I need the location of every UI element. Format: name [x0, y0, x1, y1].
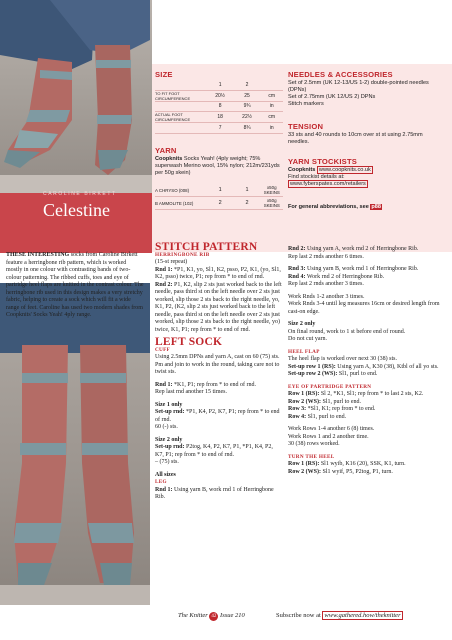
cuff-subheading: CUFF	[155, 346, 171, 353]
size-row: ACTUAL FOOT CIRCUMFERENCE 18 22½ cm	[155, 112, 283, 123]
abbreviations-note: For general abbreviations, see p88	[288, 204, 382, 210]
size-heading: SIZE	[155, 70, 173, 79]
yarn-heading: YARN	[155, 146, 177, 155]
eye-of-partridge-subheading: EYE OF PARTRIDGE PATTERN	[288, 383, 372, 390]
needles-list: Set of 2.5mm (UK 12-13/US 1-2) double-pointed needles (DPNs) Set of 2.75mm (UK 12/US 2) DPNs Stitch markers	[288, 80, 429, 108]
stitch-pattern-heading: STITCH PATTERN	[155, 241, 258, 253]
intro-text: THESE INTERESTING socks from Caroline Birkett feature a herringbone rib pattern, which is worked mostly in one colour with contrasting bands of two-colour patterning. The ribbed cuffs, toes and eye of partridge heel flaps are knitted in the contrast colour. The herringbone rib used in this design makes a very stretchy fabric, helping to create a sock which will fit a wide range of feet. Caroline has used two modern shades from Coopknits' Socks Yeah! 4ply range.	[6, 252, 144, 318]
footer-subscribe: Subscribe now at www.gathered.how/theknitter	[276, 612, 401, 619]
tension-text: 33 sts and 40 rounds to 10cm over st st using 2.75mm needles.	[288, 132, 423, 146]
left-sock-heading: LEFT SOCK	[155, 336, 223, 348]
subscribe-link[interactable]: www.gathered.how/theknitter	[324, 612, 401, 619]
designer-name: CAROLINE BIRKETT	[43, 191, 117, 197]
footer-magazine: The Knitter 42 Issue 210	[178, 612, 245, 619]
pattern-column-2: STITCH PATTERN HERRINGBONE RIB (15-st repeat) Rnd 1: *P1, K1, yo, Sl1, K2, psso, P2, K1, (yo, Sl1, K2, psso) twice, P1; rep from * to end of rnd. Rnd 2: P1, K2, slip 2 sts just worked back to the left needle, pass third st on the left needle over 2 sts just worked, slip those 2 sts back to the right needle, yo, K1, P2, (K2, slip 2 sts just worked back to the left needle, pass third st on the left needle over 2 sts just worked, slip those 2 sts back to the right needle, yo) twice, K1, P1; rep from * to end of rnd. LEFT SOCK CUFF Using 2.5mm DPNs and yarn A, cast on 60 (75) sts. Pm and join to work in the round, taking care not to twist sts. Rnd 1: *K1, P1; rep from * to end of rnd. Rep last rnd another 15 times. Size 1 only Set-up rnd: *P1, K4, P2, K7, P1; rep from * to end of rnd. 60 (-) sts. Size 2 only Set-up rnd: P2tog, K4, P2, K7, P1, *P1, K4, P2, K7, P1; rep from * to end of rnd. – (75) sts. All sizes LEG Rnd 1: Using yarn B, work rnd 1 of Herringbone Rib.	[155, 241, 282, 500]
stockists-heading: YARN STOCKISTS	[288, 157, 358, 166]
pattern-column-3: Rnd 2: Using yarn A, work rnd 2 of Herringbone Rib. Rep last 2 rnds another 6 times. Rnd 3: Using yarn B, work rnd 1 of Herringbone Rib. Rnd 4: Work rnd 2 of Herringbone Rib. Rep last 2 rnds another 3 times. Work Rnds 1-2 another 3 times. Work Rnds 3-4 until leg measures 16cm or desired length from cast-on edge. Size 2 only On final round, work to 1 st before end of round. Do not cut yarn. HEEL FLAP The heel flap is worked over next 30 (38) sts. Set-up row 1 (RS): Using yarn A, K30 (38), Ktbl of all yo sts. Set-up row 2 (WS): Sl1, purl to end. EYE OF PARTRIDGE PATTERN Row 1 (RS): Sl 2, *K1, Sl1; rep from * to last 2 sts, K2. Row 2 (WS): Sl1, purl to end. Row 3: *Sl1, K1; rep from * to end. Row 4: Sl1, purl to end. Work Rows 1-4 another 6 (8) times. Work Rows 1 and 2 another time. 30 (38) rows worked. TURN THE HEEL Row 1 (RS): Sl1 wyib, K16 (20), SSK, K1, turn. Row 2 (WS): Sl1 wyif, P5, P2tog, P1, turn.	[288, 246, 446, 476]
stockist-link-2[interactable]: www.fyberspates.com/retailers	[290, 181, 366, 188]
turn-heel-subheading: TURN THE HEEL	[288, 453, 335, 460]
tension-heading: TENSION	[288, 122, 324, 131]
sock-photo-bottom	[0, 283, 150, 605]
pattern-title: Celestine	[43, 200, 110, 220]
size-row: 8 9¾ in	[155, 101, 283, 112]
page-number: 42	[211, 614, 217, 619]
stockist-link[interactable]: www.coopknits.co.uk	[318, 167, 371, 173]
size-row: 7 8¾ in	[155, 123, 283, 134]
yarn-description: Coopknits Socks Yeah! (4ply weight; 75% superwash Merino wool, 15% nylon; 212m/231yds per 50g skein)	[155, 156, 280, 177]
yarn-table	[155, 184, 283, 210]
page-ref-link[interactable]: p88	[371, 204, 382, 210]
stockists-text: Coopknits www.coopknits.co.uk Find stockist details at: www.fyberspates.com/retailers	[288, 167, 371, 188]
herringbone-subheading: HERRINGBONE RIB	[155, 251, 210, 258]
leg-subheading: LEG	[155, 479, 167, 485]
yarn-row: B AMMOLITE (102) 2 2 x50g SKEINS	[155, 197, 283, 210]
size-row: TO FIT FOOT CIRCUMFERENCE 20½ 25 cm	[155, 90, 283, 101]
size-row: 1 2	[155, 80, 283, 90]
yarn-row: A CHRYSO (008) 1 1 x50g SKEINS	[155, 184, 283, 197]
sock-photo-top	[0, 0, 152, 193]
size-table	[155, 80, 283, 134]
heel-flap-subheading: HEEL FLAP	[288, 348, 320, 355]
needles-heading: NEEDLES & ACCESSORIES	[288, 70, 393, 79]
